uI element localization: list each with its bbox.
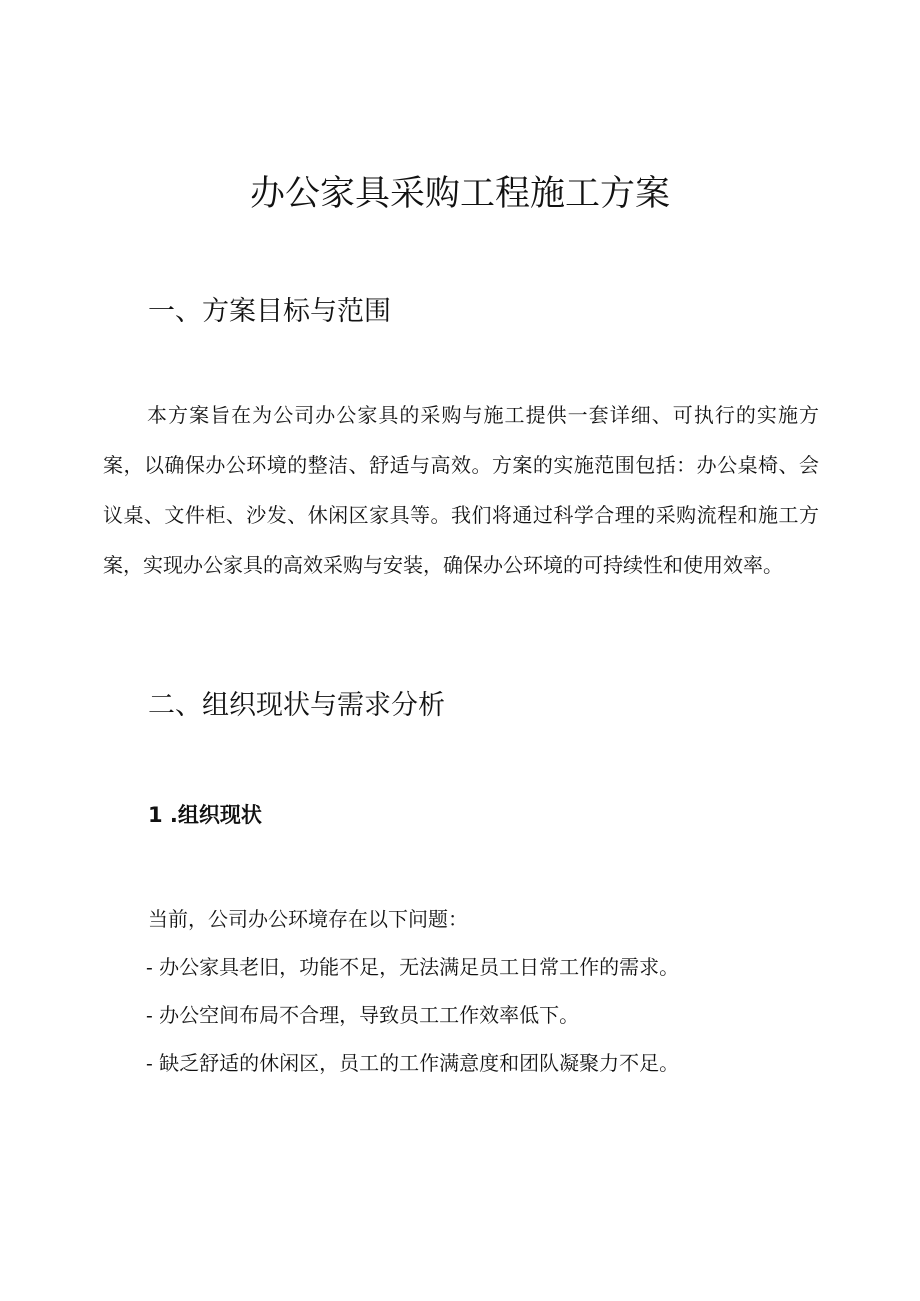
list-item: - 办公家具老旧，功能不足，无法满足员工日常工作的需求。: [146, 955, 680, 979]
section-heading-status-analysis: 二、组织现状与需求分析: [148, 690, 445, 721]
list-item: - 缺乏舒适的休闲区，员工的工作满意度和团队凝聚力不足。: [146, 1051, 680, 1075]
subheading-organization-status: 1 .组织现状: [148, 803, 262, 827]
problems-list: [146, 948, 679, 1092]
section-paragraph-goals-scope: 本方案旨在为公司办公家具的采购与施工提供一套详细、可执行的实施方案，以确保办公环境的整洁、舒适与高效。方案的实施范围包括：办公桌椅、会议桌、文件柜、沙发、休闲区家具等。我们将通过科学合理的采购流程和施工方案，实现办公家具的高效采购与安装，确保办公环境的可持续性和使用效率。: [103, 403, 819, 577]
document-title: 办公家具采购工程施工方案: [249, 174, 670, 214]
section-heading-goals-scope: 一、方案目标与范围: [148, 296, 391, 327]
list-item: - 办公空间布局不合理，导致员工工作效率低下。: [146, 1003, 580, 1027]
problems-intro: 当前，公司办公环境存在以下问题：: [148, 907, 468, 931]
